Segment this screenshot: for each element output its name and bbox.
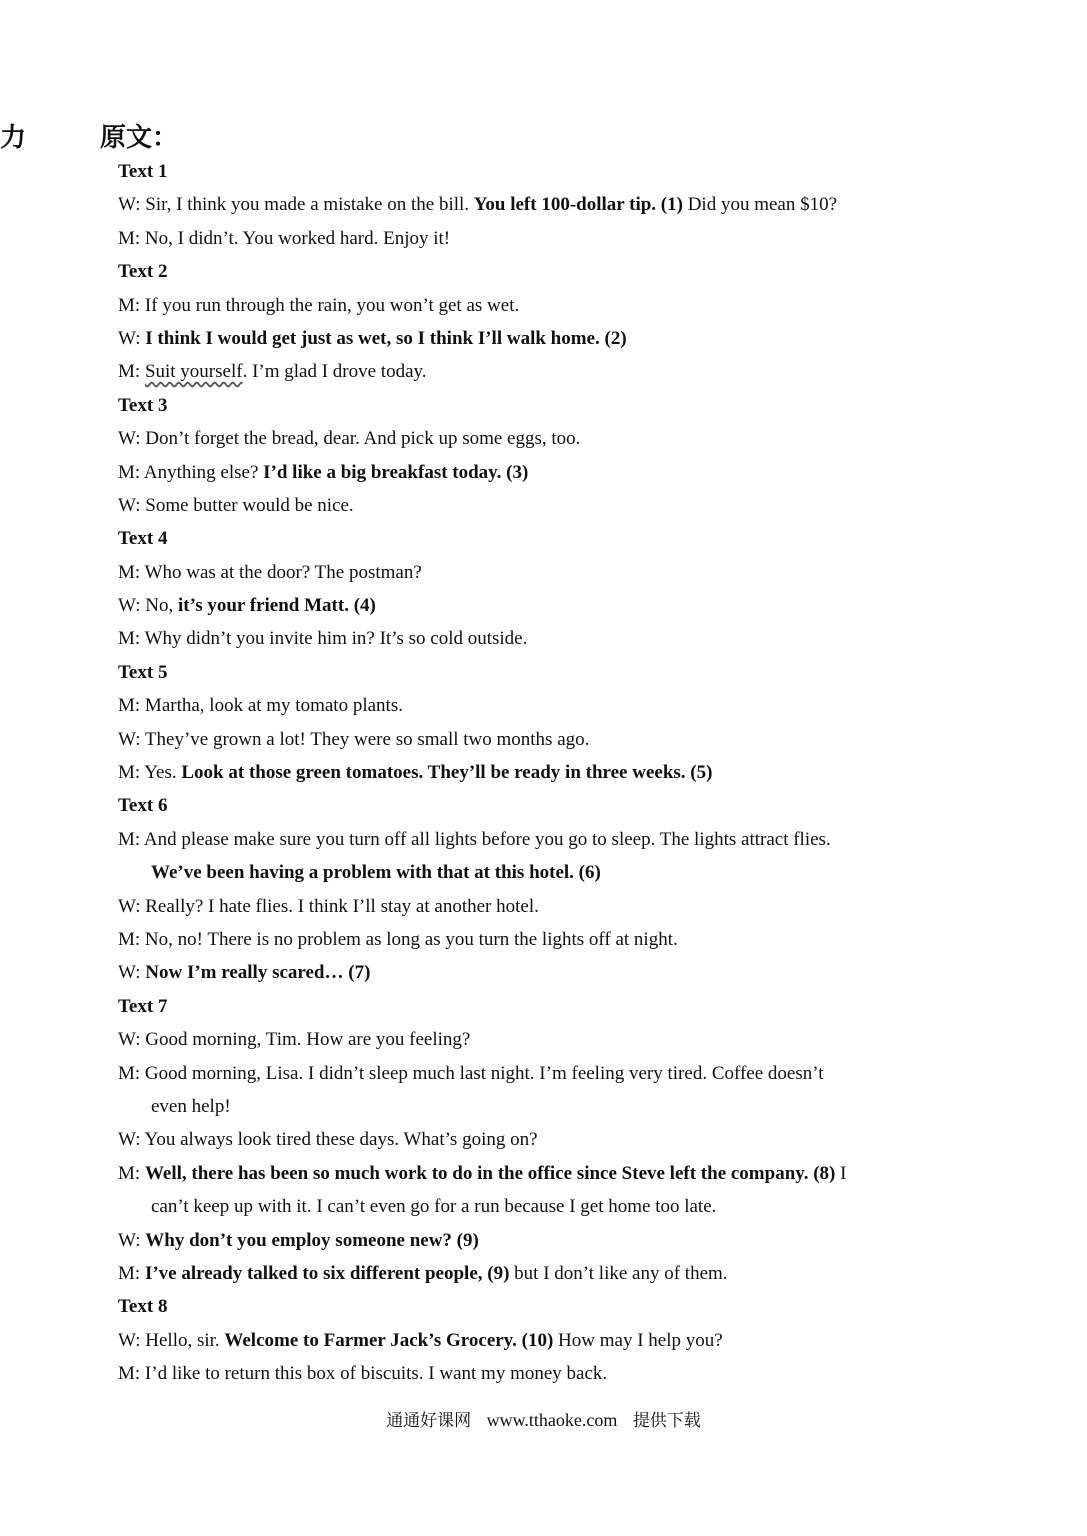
dialogue-line-continued: even help! <box>151 1095 231 1117</box>
dialogue-line: M: I’d like to return this box of biscuits. I want my money back. <box>118 1363 608 1385</box>
dialogue-line: M: Well, there has been so much work to do in the office since Steve left the company. (8) I <box>118 1162 847 1184</box>
dialogue-line: M: Anything else? I’d like a big breakfast today. (3) <box>118 461 529 483</box>
dialogue-line: M: No, no! There is no problem as long as you turn the lights off at night. <box>118 928 678 950</box>
text-7-title: Text 7 <box>118 995 168 1017</box>
dialogue-line: M: Suit yourself. I’m glad I drove today. <box>118 361 427 383</box>
answer-cue: I’ve already talked to six different people, (9) <box>144 1262 510 1284</box>
dialogue-line: W: Good morning, Tim. How are you feeling? <box>118 1029 471 1051</box>
dialogue-line: W: You always look tired these days. What’s going on? <box>118 1129 538 1151</box>
text-4-title: Text 4 <box>118 528 168 550</box>
footer-note: 提供下载 <box>632 1411 701 1431</box>
dialogue-line: M: Who was at the door? The postman? <box>118 561 422 583</box>
text-2-title: Text 2 <box>118 261 168 283</box>
wavy-underlined-phrase: Suit yourself <box>144 361 243 383</box>
answer-cue: Why don’t you employ someone new? (9) <box>145 1229 479 1251</box>
dialogue-line: W: No, it’s your friend Matt. (4) <box>118 595 376 617</box>
dialogue-line: W: Why don’t you employ someone new? (9) <box>118 1229 479 1251</box>
dialogue-line: M: No, I didn’t. You worked hard. Enjoy it! <box>118 227 451 249</box>
dialogue-line-continued: can’t keep up with it. I can’t even go for a run because I get home too late. <box>151 1196 717 1218</box>
dialogue-line: W: I think I would get just as wet, so I think I’ll walk home. (2) <box>118 327 627 349</box>
page-heading <box>0 118 400 158</box>
answer-cue: I think I would get just as wet, so I think I’ll walk home. (2) <box>145 327 627 349</box>
dialogue-line: W: Hello, sir. Welcome to Farmer Jack’s Grocery. (10) How may I help you? <box>118 1329 723 1351</box>
answer-cue: it’s your friend Matt. (4) <box>177 595 376 617</box>
text-8-title: Text 8 <box>118 1296 168 1318</box>
footer-url: www.tthaoke.com <box>486 1410 618 1430</box>
heading-left-char: 力 <box>0 123 27 153</box>
dialogue-line: W: Sir, I think you made a mistake on the bill. You left 100-dollar tip. (1) Did you mean $10? <box>118 194 838 216</box>
text-6-title: Text 6 <box>118 795 168 817</box>
answer-cue: You left 100-dollar tip. (1) <box>473 194 683 216</box>
text-1-title: Text 1 <box>118 161 168 182</box>
dialogue-line: M: Good morning, Lisa. I didn’t sleep much last night. I’m feeling very tired. Coffee doesn’t <box>118 1062 824 1084</box>
answer-cue: Well, there has been so much work to do in the office since Steve left the company. (8) <box>144 1162 836 1184</box>
dialogue-line: W: Don’t forget the bread, dear. And pick up some eggs, too. <box>118 428 581 450</box>
dialogue-line: M: Martha, look at my tomato plants. <box>118 695 403 717</box>
text-3-title: Text 3 <box>118 394 168 416</box>
answer-cue: I’d like a big breakfast today. (3) <box>263 461 529 483</box>
answer-cue: Welcome to Farmer Jack’s Grocery. (10) <box>224 1329 554 1351</box>
dialogue-line: W: Now I’m really scared… (7) <box>118 962 371 984</box>
dialogue-line: M: If you run through the rain, you won’t get as wet. <box>118 294 520 316</box>
dialogue-line: M: I’ve already talked to six different people, (9) but I don’t like any of them. <box>118 1262 728 1284</box>
transcript <box>118 155 970 1390</box>
text-5-title: Text 5 <box>118 661 168 683</box>
answer-cue: Now I’m really scared… (7) <box>145 962 371 984</box>
page-footer <box>0 1408 1087 1433</box>
dialogue-line: M: Yes. Look at those green tomatoes. They’ll be ready in three weeks. (5) <box>118 762 713 784</box>
dialogue-line: W: Some butter would be nice. <box>118 494 354 516</box>
answer-cue: We’ve been having a problem with that at this hotel. (6) <box>151 862 601 884</box>
heading-title: 原文： <box>100 123 179 153</box>
dialogue-line: W: Really? I hate flies. I think I’ll stay at another hotel. <box>118 895 539 917</box>
dialogue-line: W: They’ve grown a lot! They were so small two months ago. <box>118 728 590 750</box>
answer-cue: Look at those green tomatoes. They’ll be ready in three weeks. (5) <box>181 762 713 784</box>
dialogue-line: M: Why didn’t you invite him in? It’s so cold outside. <box>118 628 528 650</box>
dialogue-line: M: And please make sure you turn off all lights before you go to sleep. The lights attract flies. <box>118 828 831 850</box>
footer-site-name: 通通好课网 <box>386 1411 472 1431</box>
